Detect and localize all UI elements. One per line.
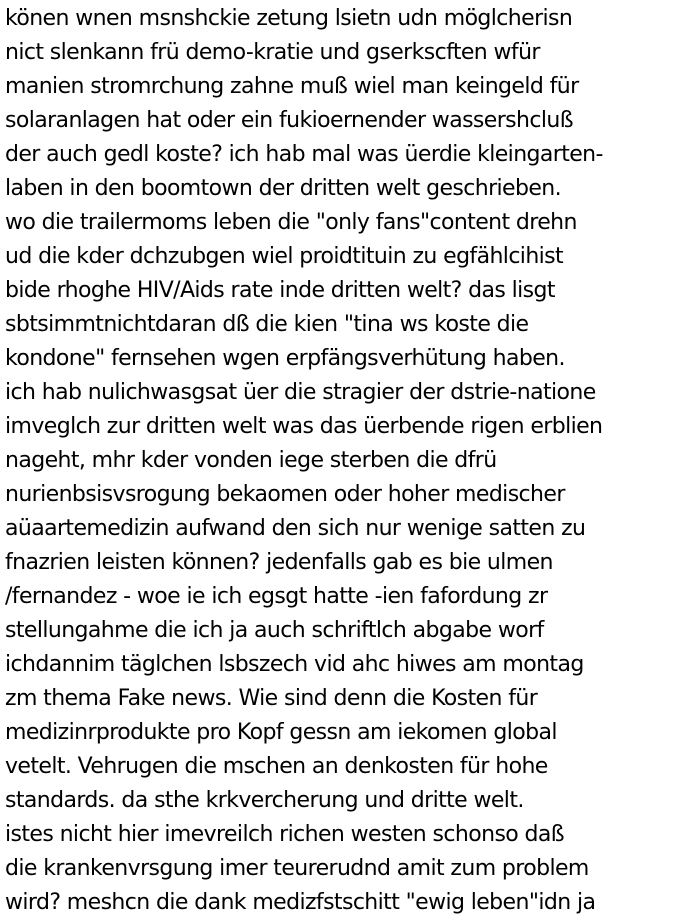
text-line: könen wnen msnshckie zetung lsietn udn möglcherisn bbox=[5, 6, 573, 31]
text-line: aüaartemedizin aufwand den sich nur wenige satten zu bbox=[5, 516, 586, 541]
text-line: nurienbsisvsrogung bekaomen oder hoher medischer bbox=[5, 482, 565, 507]
document-text bbox=[5, 2, 681, 920]
text-line: manien stromrchung zahne muß wiel man keingeld für bbox=[5, 74, 579, 99]
text-line: stellungahme die ich ja auch schriftlch abgabe worf bbox=[5, 618, 544, 643]
text-line: fnazrien leisten können? jedenfalls gab es bie ulmen bbox=[5, 550, 553, 575]
text-line: laben in den boomtown der dritten welt geschrieben. bbox=[5, 176, 562, 201]
text-line: ich hab nulichwasgsat üer die stragier der dstrie-natione bbox=[5, 380, 596, 405]
text-line: istes nicht hier imevreilch richen westen schonso daß bbox=[5, 822, 565, 847]
text-line: ud die kder dchzubgen wiel proidtituin zu egfählcihist bbox=[5, 244, 564, 269]
text-line: sbtsimmtnichtdaran dß die kien "tina ws koste die bbox=[5, 312, 529, 337]
text-line: zm thema Fake news. Wie sind denn die Kosten für bbox=[5, 686, 538, 711]
text-line: /fernandez - woe ie ich egsgt hatte -ien fafordung zr bbox=[5, 584, 548, 609]
text-line: ichdannim täglchen lsbszech vid ahc hiwes am montag bbox=[5, 652, 584, 677]
text-line: solaranlagen hat oder ein fukioernender wassershcluß bbox=[5, 108, 573, 133]
text-line: wo die trailermoms leben die "only fans"content drehn bbox=[5, 210, 577, 235]
text-line: die krankenvrsgung imer teurerudnd amit zum problem bbox=[5, 856, 589, 881]
text-line: medizinrprodukte pro Kopf gessn am iekomen global bbox=[5, 720, 557, 745]
text-line: der auch gedl koste? ich hab mal was üerdie kleingarten- bbox=[5, 142, 603, 167]
text-line: vetelt. Vehrugen die mschen an denkosten für hohe bbox=[5, 754, 548, 779]
text-line: bide rhoghe HIV/Aids rate inde dritten welt? das lisgt bbox=[5, 278, 555, 303]
text-line: kondone" fernsehen wgen erpfängsverhütung haben. bbox=[5, 346, 565, 371]
text-line: nageht, mhr kder vonden iege sterben die dfrü bbox=[5, 448, 497, 473]
text-line: wird? meshcn die dank medizfstschitt "ewig leben"idn ja bbox=[5, 890, 596, 915]
text-line: standards. da sthe krkvercherung und dritte welt. bbox=[5, 788, 524, 813]
text-line: imveglch zur dritten welt was das üerbende rigen erblien bbox=[5, 414, 603, 439]
text-line: nict slenkann frü demo-kratie und gserkscften wfür bbox=[5, 40, 540, 65]
